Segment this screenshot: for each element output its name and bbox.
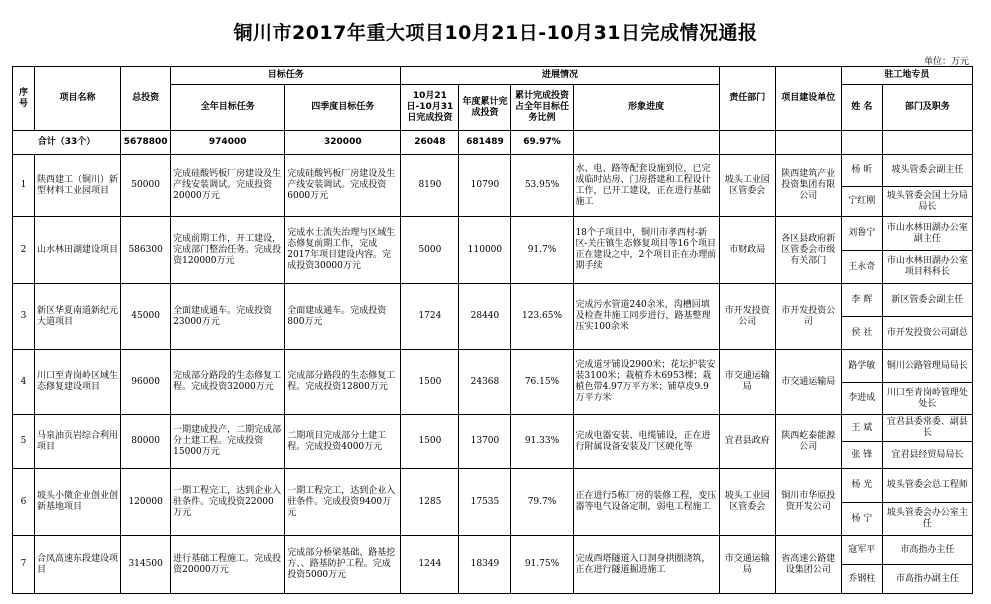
row-project-name: 马泉油页岩综合利用项目 xyxy=(35,415,121,469)
table-row xyxy=(13,536,973,565)
row-person-name: 杨 昕 xyxy=(841,155,882,187)
row-cum-ratio: 53.95% xyxy=(511,155,573,217)
row-image-progress: 完成污水管道240余米，沟槽回填及检查井施工同步进行，路基整理压实100余米 xyxy=(573,284,719,350)
unit-label: 单位：万元 xyxy=(923,57,969,67)
row-person-name: 宁红刚 xyxy=(841,187,882,217)
row-person-name: 李进成 xyxy=(841,383,882,415)
row-person-title: 坡头管委会副主任 xyxy=(882,155,972,187)
header-period-invest: 10月21日-10月31日完成投资 xyxy=(401,85,459,131)
header-image-progress: 形象进度 xyxy=(573,85,719,131)
row-person-title: 宜君县经贸局局长 xyxy=(882,442,972,469)
header-builder: 项目建设单位 xyxy=(775,67,841,131)
row-seq: 4 xyxy=(13,350,35,415)
total-empty xyxy=(719,131,775,155)
total-empty xyxy=(841,131,882,155)
row-person-title: 坡头管委会办公室主任 xyxy=(882,503,972,536)
header-annual-cum: 年度累计完成投资 xyxy=(459,85,511,131)
row-person-name: 杨 宁 xyxy=(841,503,882,536)
table-row xyxy=(13,415,973,442)
row-project-name: 陕西建工（铜川）新型材料工业园项目 xyxy=(35,155,121,217)
row-dept: 市交通运输局 xyxy=(719,536,775,594)
row-dept: 坡头工业园区管委会 xyxy=(719,155,775,217)
row-project-name: 新区华夏南道新纪元大道项目 xyxy=(35,284,121,350)
table-row xyxy=(13,284,973,317)
row-annual-cum: 28440 xyxy=(459,284,511,350)
row-annual-target: 全面建成通车。完成投资23000万元 xyxy=(171,284,285,350)
total-cum-ratio: 69.97% xyxy=(511,131,573,155)
row-builder: 铜川市华原投资开发公司 xyxy=(775,469,841,536)
row-image-progress: 完成电器安装、电缆铺设，正在进行附属设备安装及厂区硬化等 xyxy=(573,415,719,469)
row-period-invest: 1724 xyxy=(401,284,459,350)
header-cum-ratio: 累计完成投资占全年目标任务比例 xyxy=(511,85,573,131)
row-seq: 5 xyxy=(13,415,35,469)
row-period-invest: 5000 xyxy=(401,217,459,284)
row-builder: 陕西屹泰能源公司 xyxy=(775,415,841,469)
row-person-name: 杨 光 xyxy=(841,469,882,503)
total-label: 合计（33个） xyxy=(13,131,121,155)
row-builder: 市开发投资公司 xyxy=(775,284,841,350)
row-person-title: 市开发投资公司副总 xyxy=(882,317,972,350)
row-builder: 市交通运输局 xyxy=(775,350,841,415)
row-dept: 坡头工业园区管委会 xyxy=(719,469,775,536)
row-person-name: 乔钢柱 xyxy=(841,565,882,594)
row-seq: 2 xyxy=(13,217,35,284)
row-annual-target: 完成前期工作，开工建设，完成部门整治任务。完成投资120000万元 xyxy=(171,217,285,284)
row-cum-ratio: 76.15% xyxy=(511,350,573,415)
row-project-name: 合凤高速东段建设项目 xyxy=(35,536,121,594)
row-person-name: 王 斌 xyxy=(841,415,882,442)
row-total-invest: 586300 xyxy=(121,217,171,284)
header-seq: 序号 xyxy=(13,67,35,131)
row-person-name: 李 辉 xyxy=(841,284,882,317)
header-person-title: 部门及职务 xyxy=(882,85,972,131)
row-period-invest: 1244 xyxy=(401,536,459,594)
row-image-progress: 正在进行5栋厂房的装修工程，变压器等电气设备定制，弱电工程施工 xyxy=(573,469,719,536)
total-period-invest: 26048 xyxy=(401,131,459,155)
row-q4-target: 二期项目完成部分土建工程。完成投资4000万元 xyxy=(285,415,401,469)
row-seq: 6 xyxy=(13,469,35,536)
row-person-name: 路学敏 xyxy=(841,350,882,383)
row-period-invest: 1285 xyxy=(401,469,459,536)
row-total-invest: 314500 xyxy=(121,536,171,594)
total-annual-cum: 681489 xyxy=(459,131,511,155)
header-target-tasks: 目标任务 xyxy=(171,67,401,85)
row-cum-ratio: 91.33% xyxy=(511,415,573,469)
row-person-title: 市山水林田湖办公室副主任 xyxy=(882,217,972,251)
row-dept: 市交通运输局 xyxy=(719,350,775,415)
table-row xyxy=(13,217,973,251)
row-image-progress: 完成道牙铺设2900米；花坛护装安装3100米；栽植乔木6953棵；栽植色带4.97万平方米；铺草皮9.9万平方米 xyxy=(573,350,719,415)
row-person-title: 坡头管委会国土分局局长 xyxy=(882,187,972,217)
row-annual-cum: 18349 xyxy=(459,536,511,594)
row-total-invest: 45000 xyxy=(121,284,171,350)
row-image-progress: 水、电、路等配套设施到位，已完成临时站房、门房搭建和工程设计工作，已开工建设，正在进行基础施工 xyxy=(573,155,719,217)
row-person-name: 王永奇 xyxy=(841,251,882,284)
row-cum-ratio: 91.75% xyxy=(511,536,573,594)
header-q4-target: 四季度目标任务 xyxy=(285,85,401,131)
row-image-progress: 完成西塔隧道入口洞身拱圈浇筑，正在进行隧道掘进施工 xyxy=(573,536,719,594)
row-period-invest: 8190 xyxy=(401,155,459,217)
row-project-name: 坡头小微企业创业创新基地项目 xyxy=(35,469,121,536)
row-person-title: 川口至青岗岭管理处处长 xyxy=(882,383,972,415)
row-period-invest: 1500 xyxy=(401,415,459,469)
row-seq: 7 xyxy=(13,536,35,594)
row-person-name: 刘鲁宁 xyxy=(841,217,882,251)
row-q4-target: 一期工程完工，达到企业入驻条件。完成投资9400万元 xyxy=(285,469,401,536)
row-dept: 市开发投资公司 xyxy=(719,284,775,350)
header-progress: 进展情况 xyxy=(401,67,719,85)
row-person-title: 坡头管委会总工程师 xyxy=(882,469,972,503)
row-person-title: 市高指办副主任 xyxy=(882,565,972,594)
row-person-name: 侯 社 xyxy=(841,317,882,350)
row-q4-target: 完成部分路段的生态修复工程。完成投资12800万元 xyxy=(285,350,401,415)
header-name: 项目名称 xyxy=(35,67,121,131)
row-seq: 3 xyxy=(13,284,35,350)
row-person-title: 宜君县委常委、副县长 xyxy=(882,415,972,442)
row-cum-ratio: 91.7% xyxy=(511,217,573,284)
row-cum-ratio: 79.7% xyxy=(511,469,573,536)
total-q4-target: 320000 xyxy=(285,131,401,155)
total-empty xyxy=(775,131,841,155)
row-project-name: 山水林田湖建设项目 xyxy=(35,217,121,284)
table-row xyxy=(13,469,973,503)
row-seq: 1 xyxy=(13,155,35,217)
row-total-invest: 120000 xyxy=(121,469,171,536)
row-total-invest: 96000 xyxy=(121,350,171,415)
total-row xyxy=(13,131,973,155)
row-person-title: 铜川公路管理局局长 xyxy=(882,350,972,383)
header-annual-target: 全年目标任务 xyxy=(171,85,285,131)
row-person-title: 新区管委会副主任 xyxy=(882,284,972,317)
report-title: 铜川市2017年重大项目10月21日-10月31日完成情况通报 xyxy=(233,22,758,44)
row-total-invest: 50000 xyxy=(121,155,171,217)
row-annual-cum: 110000 xyxy=(459,217,511,284)
row-q4-target: 完成硅酸钙板厂房建设及生产线安装调试。完成投资6000万元 xyxy=(285,155,401,217)
row-dept: 市财政局 xyxy=(719,217,775,284)
table-row xyxy=(13,155,973,187)
row-builder: 各区县政府新区管委会市级有关部门 xyxy=(775,217,841,284)
row-person-title: 市高指办主任 xyxy=(882,536,972,565)
row-annual-cum: 17535 xyxy=(459,469,511,536)
row-person-name: 寇军平 xyxy=(841,536,882,565)
row-builder: 陕西建筑产业投资集团有限公司 xyxy=(775,155,841,217)
row-dept: 宜君县政府 xyxy=(719,415,775,469)
row-annual-target: 一期工程完工，达到企业入驻条件。完成投资22000万元 xyxy=(171,469,285,536)
row-q4-target: 完成部分桥梁基础、路基挖方、、路基防护工程。完成投资5000万元 xyxy=(285,536,401,594)
row-total-invest: 80000 xyxy=(121,415,171,469)
row-annual-cum: 13700 xyxy=(459,415,511,469)
header-row-1 xyxy=(13,67,973,85)
total-invest: 5678800 xyxy=(121,131,171,155)
row-person-title: 市山水林田湖办公室项目科科长 xyxy=(882,251,972,284)
row-project-name: 川口至青岗岭区域生态修复建设项目 xyxy=(35,350,121,415)
row-q4-target: 全面建成通车。完成投资800万元 xyxy=(285,284,401,350)
row-annual-target: 进行基础工程施工。完成投资20000万元 xyxy=(171,536,285,594)
total-empty xyxy=(573,131,719,155)
header-resident: 驻工地专员 xyxy=(841,67,972,85)
row-period-invest: 1500 xyxy=(401,350,459,415)
row-person-name: 张 锋 xyxy=(841,442,882,469)
header-dept: 责任部门 xyxy=(719,67,775,131)
table-row xyxy=(13,350,973,383)
row-annual-cum: 24368 xyxy=(459,350,511,415)
total-empty xyxy=(882,131,972,155)
row-annual-target: 完成部分路段的生态修复工程。完成投资32000万元 xyxy=(171,350,285,415)
row-image-progress: 18个子项目中，铜川市孝西村-新区-关庄镇生态修复项目等16个项目正在建设之中，2个项目正在办理前期手续 xyxy=(573,217,719,284)
report-table xyxy=(12,66,973,594)
header-total-invest: 总投资 xyxy=(121,67,171,131)
row-q4-target: 完成水土流失治理与区域生态修复前期工作，完成2017年项目建设内容。完成投资30000万元 xyxy=(285,217,401,284)
total-annual-target: 974000 xyxy=(171,131,285,155)
row-builder: 省高速公路建设集团公司 xyxy=(775,536,841,594)
header-person-name: 姓 名 xyxy=(841,85,882,131)
row-cum-ratio: 123.65% xyxy=(511,284,573,350)
row-annual-target: 一期建成投产，二期完成部分土建工程。完成投资15000万元 xyxy=(171,415,285,469)
row-annual-target: 完成硅酸钙板厂房建设及生产线安装调试。完成投资20000万元 xyxy=(171,155,285,217)
row-annual-cum: 10790 xyxy=(459,155,511,217)
